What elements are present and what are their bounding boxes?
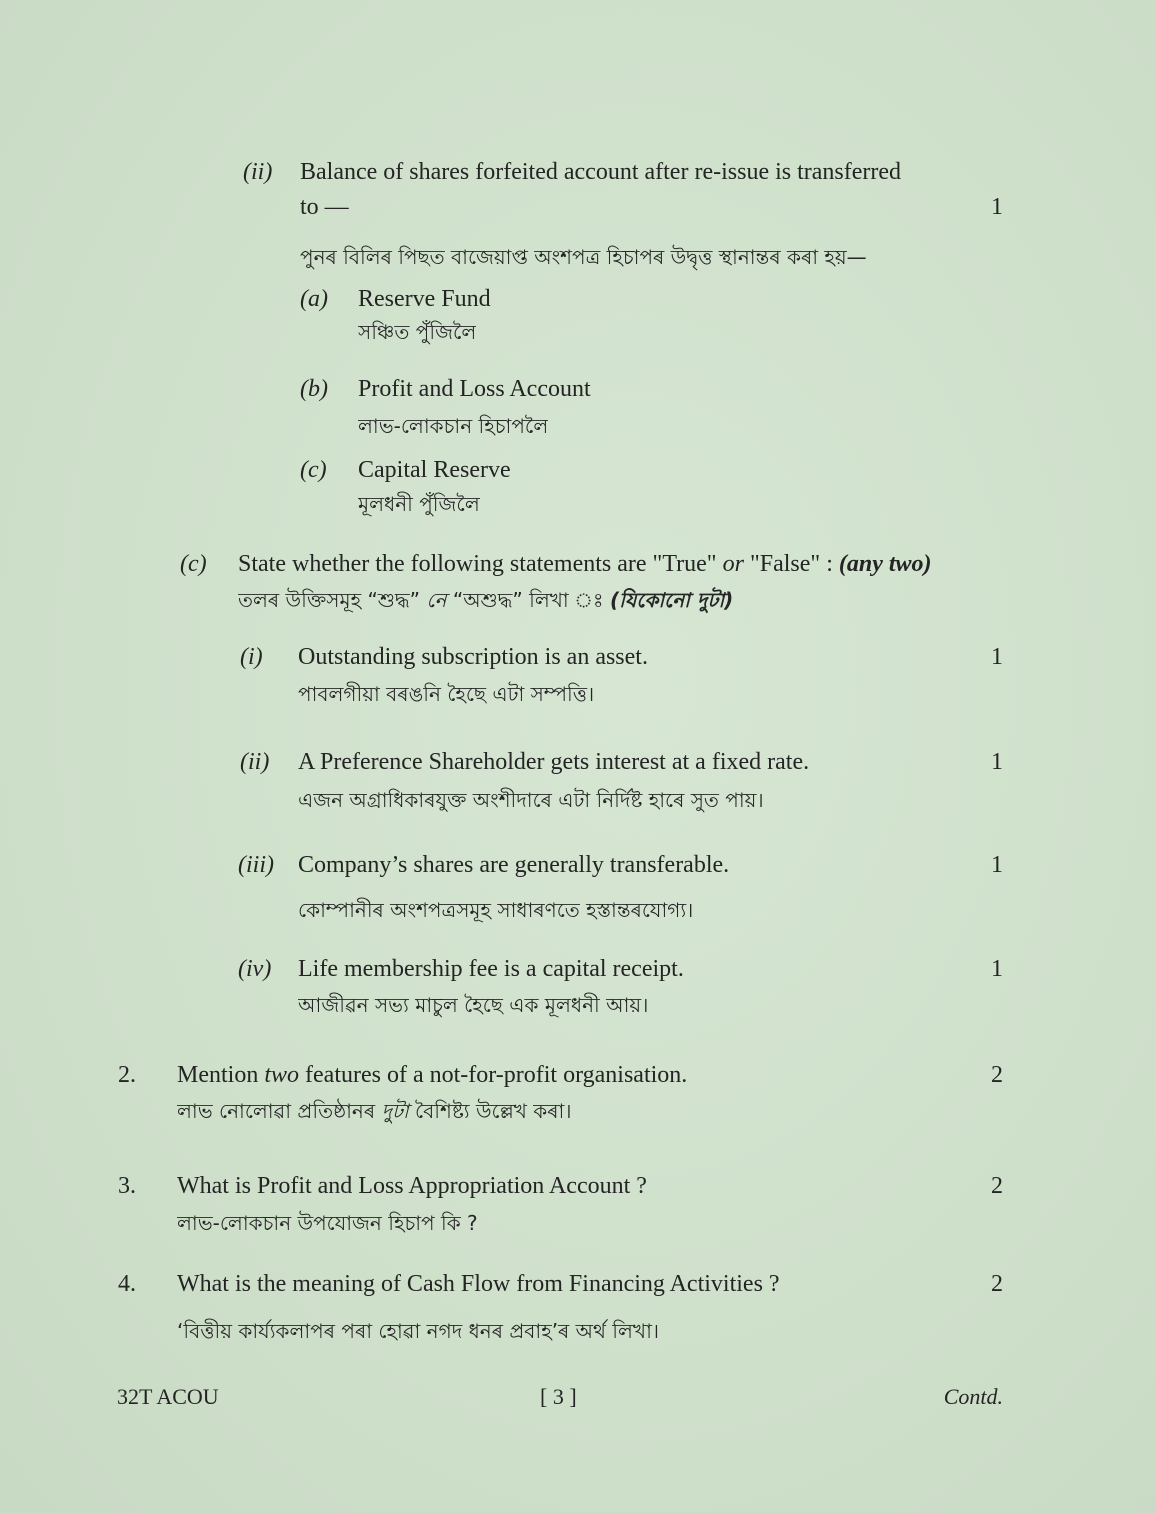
question-translation xyxy=(177,1097,572,1125)
option-text-c: Capital Reserve xyxy=(358,457,511,483)
question-number: 4. xyxy=(118,1271,136,1297)
marks: 1 xyxy=(991,194,1003,220)
option-text-a: Reserve Fund xyxy=(358,286,491,312)
instruction-text: State whether the following statements are "True" xyxy=(238,551,723,577)
question-text-start: Mention xyxy=(177,1062,265,1088)
option-translation-a: সঞ্চিত পুঁজিলৈ xyxy=(358,320,477,344)
translation-text-end: “অশুদ্ধ” লিখা ঃ xyxy=(446,588,610,612)
instruction-or: or xyxy=(722,551,744,577)
option-translation-b: লাভ-লোকচান হিচাপলৈ xyxy=(358,414,549,438)
statement-translation: এজন অগ্ৰাধিকাৰযুক্ত অংশীদাৰে এটা নিৰ্দিষ্ট হাৰে সুত পায়। xyxy=(298,788,764,812)
translation-start: লাভ নোলোৱা প্ৰতিষ্ঠানৰ xyxy=(177,1099,382,1123)
question-translation: ‘বিত্তীয় কাৰ্য্যকলাপৰ পৰা হোৱা নগদ ধনৰ প্ৰবাহ’ৰ অৰ্থ লিখা। xyxy=(177,1319,660,1343)
sub-question-label: (ii) xyxy=(243,159,273,185)
translation-or: নে xyxy=(426,588,447,612)
part-instruction xyxy=(238,550,932,578)
statement-text: Outstanding subscription is an asset. xyxy=(298,644,648,670)
option-label-a: (a) xyxy=(300,286,328,312)
option-text-b: Profit and Loss Account xyxy=(358,376,591,402)
question-text: What is the meaning of Cash Flow from Financing Activities ? xyxy=(177,1271,780,1297)
question-number: 3. xyxy=(118,1173,136,1199)
question-text: What is Profit and Loss Appropriation Account ? xyxy=(177,1173,647,1199)
option-translation-c: মূলধনী পুঁজিলৈ xyxy=(358,492,480,516)
marks: 2 xyxy=(991,1062,1003,1088)
statement-text: Life membership fee is a capital receipt. xyxy=(298,956,684,982)
question-text-end: features of a not-for-profit organisation. xyxy=(299,1062,688,1088)
question-text-emphasis: two xyxy=(264,1062,300,1088)
part-label: (c) xyxy=(180,551,207,577)
sub-question-text-continued: to — xyxy=(300,194,349,220)
statement-label: (ii) xyxy=(240,749,270,775)
translation-end: বৈশিষ্ট্য উল্লেখ কৰা। xyxy=(408,1099,572,1123)
marks: 1 xyxy=(991,852,1003,878)
question-text xyxy=(177,1061,687,1089)
sub-question-translation: পুনৰ বিলিৰ পিছত বাজেয়াপ্ত অংশপত্ৰ হিচাপৰ উদ্বৃত্ত স্থানান্তৰ কৰা হয়— xyxy=(300,245,867,269)
question-translation: লাভ-লোকচান উপযোজন হিচাপ কি ? xyxy=(177,1211,478,1235)
marks: 1 xyxy=(991,956,1003,982)
continued-label: Contd. xyxy=(943,1384,1003,1409)
option-label-c: (c) xyxy=(300,457,327,483)
marks: 1 xyxy=(991,749,1003,775)
statement-label: (i) xyxy=(240,644,263,670)
sub-question-text: Balance of shares forfeited account after re-issue is transferred xyxy=(300,159,902,185)
page-number: [ 3 ] xyxy=(540,1384,577,1409)
statement-text: A Preference Shareholder gets interest at a fixed rate. xyxy=(298,749,810,775)
instruction-choice: (any two) xyxy=(838,551,932,577)
translation-emphasis: দুটা xyxy=(381,1099,409,1123)
statement-translation: পাবলগীয়া বৰঙনি হৈছে এটা সম্পত্তি। xyxy=(298,682,595,706)
statement-translation: আজীৱন সভ্য মাচুল হৈছে এক মূলধনী আয়। xyxy=(298,993,649,1017)
marks: 1 xyxy=(991,644,1003,670)
question-number: 2. xyxy=(118,1062,136,1088)
paper-code: 32T ACOU xyxy=(117,1384,219,1409)
statement-label: (iii) xyxy=(238,852,274,878)
statement-text: Company’s shares are generally transferable. xyxy=(298,852,730,878)
instruction-text-end: "False" : xyxy=(743,551,839,577)
marks: 2 xyxy=(991,1271,1003,1297)
translation-text: তলৰ উক্তিসমূহ “শুদ্ধ” xyxy=(238,588,427,612)
part-instruction-translation xyxy=(238,586,733,614)
statement-label: (iv) xyxy=(238,956,272,982)
option-label-b: (b) xyxy=(300,376,328,402)
marks: 2 xyxy=(991,1173,1003,1199)
translation-choice: (যিকোনো দুটা) xyxy=(609,588,734,612)
statement-translation: কোম্পানীৰ অংশপত্ৰসমূহ সাধাৰণতে হস্তান্তৰযোগ্য। xyxy=(298,898,694,922)
